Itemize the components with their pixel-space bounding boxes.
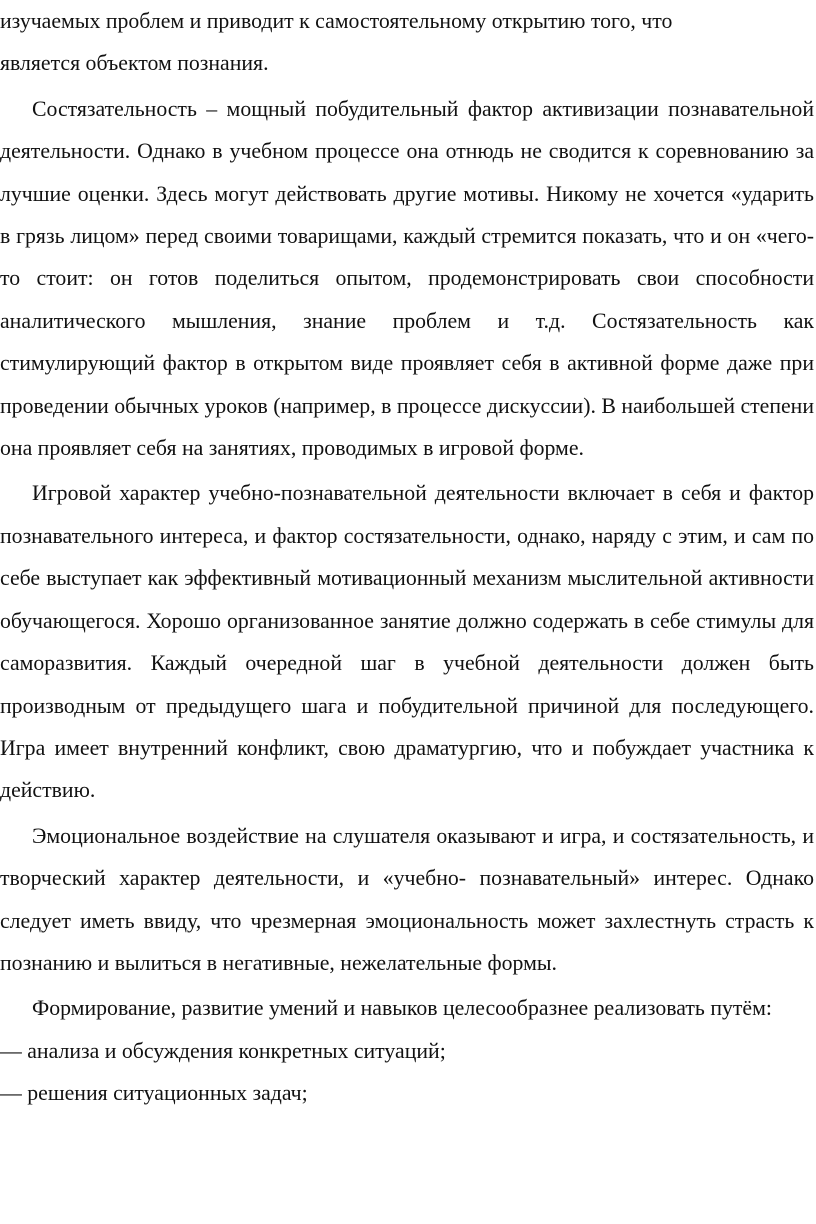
line-text: негативные, нежелательные формы.: [222, 950, 557, 975]
line-text: изучаемых проблем и приводит к самостоятельному открытию того, что: [0, 9, 673, 33]
line-text: — анализа и обсуждения конкретных ситуаций;: [0, 1038, 446, 1063]
paragraph-emotional-impact: [0, 815, 814, 985]
text-line: [0, 0, 814, 42]
line-text: мышления, знание проблем и т.д. Состязательность как стимулирующий: [0, 308, 814, 376]
text-line: [0, 42, 814, 84]
line-text: Эмоциональное воздействие на слушателя оказывают и игра, и: [32, 823, 625, 848]
line-text: Игровой характер учебно-познавательной деятельности включает в себя и: [32, 481, 741, 506]
text-line: [0, 1030, 814, 1072]
line-text: — решения ситуационных задач;: [0, 1081, 308, 1106]
line-text: должно содержать в себе стимулы для саморазвития. Каждый очередной шаг: [0, 608, 814, 676]
paragraph-competitiveness: [0, 88, 814, 470]
line-text: сводится к соревнованию за лучшие оценки. Здесь могут действовать другие: [0, 139, 815, 206]
line-text: познавательной деятельности. Однако в учебном процессе она отнюдь не: [0, 96, 814, 164]
line-text: эмоциональность может захлестнуть страсть к познанию и вылиться в: [0, 908, 815, 975]
line-text: проведении обычных уроков (например, в процессе дискуссии). В наибольшей: [0, 393, 735, 418]
text-line: [0, 1072, 814, 1114]
list-item-situations: [0, 1030, 814, 1072]
line-text: побудительной причиной для последующего. Игра имеет внутренний: [0, 693, 814, 760]
paragraph-game-character: [0, 472, 814, 811]
line-text: путём:: [710, 996, 772, 1021]
line-text: состязательность, и творческий характер деятельности, и «учебно-: [0, 823, 815, 891]
line-text: Формирование, развитие умений и навыков целесообразнее реализовать: [32, 996, 705, 1021]
line-text: Состязательность – мощный побудительный фактор активизации: [32, 96, 659, 121]
paragraph-skills-formation: [0, 987, 814, 1029]
line-text: с этим, и сам по себе выступает как эффективный мотивационный механизм: [0, 523, 815, 591]
paragraph-discovery-end: [0, 0, 814, 85]
line-text: мыслительной активности обучающегося. Хорошо организованное занятие: [0, 566, 814, 633]
line-text: в учебной деятельности должен быть производным от предыдущего шага и: [0, 651, 814, 718]
line-text: фактор познавательного интереса, и фактор состязательности, однако, наряду: [0, 481, 814, 548]
line-text: конфликт, свою драматургию, что и побуждает участника к действию.: [0, 735, 814, 803]
list-item-tasks: [0, 1072, 814, 1114]
line-text: мотивы. Никому не хочется «ударить в грязь лицом» перед своими: [0, 181, 814, 249]
line-text: товарищами, каждый стремится показать, что и он «чего-то стоит: он готов: [0, 224, 814, 291]
line-text: познавательный» интерес. Однако следует иметь ввиду, что чрезмерная: [0, 866, 814, 933]
line-text: является объектом познания.: [0, 51, 269, 76]
line-text: фактор в открытом виде проявляет себя в активной форме даже при: [162, 351, 814, 376]
line-text: степени она проявляет себя на занятиях, проводимых в игровой форме.: [0, 393, 814, 461]
line-text: поделиться опытом, продемонстрировать свои способности аналитического: [0, 266, 814, 333]
